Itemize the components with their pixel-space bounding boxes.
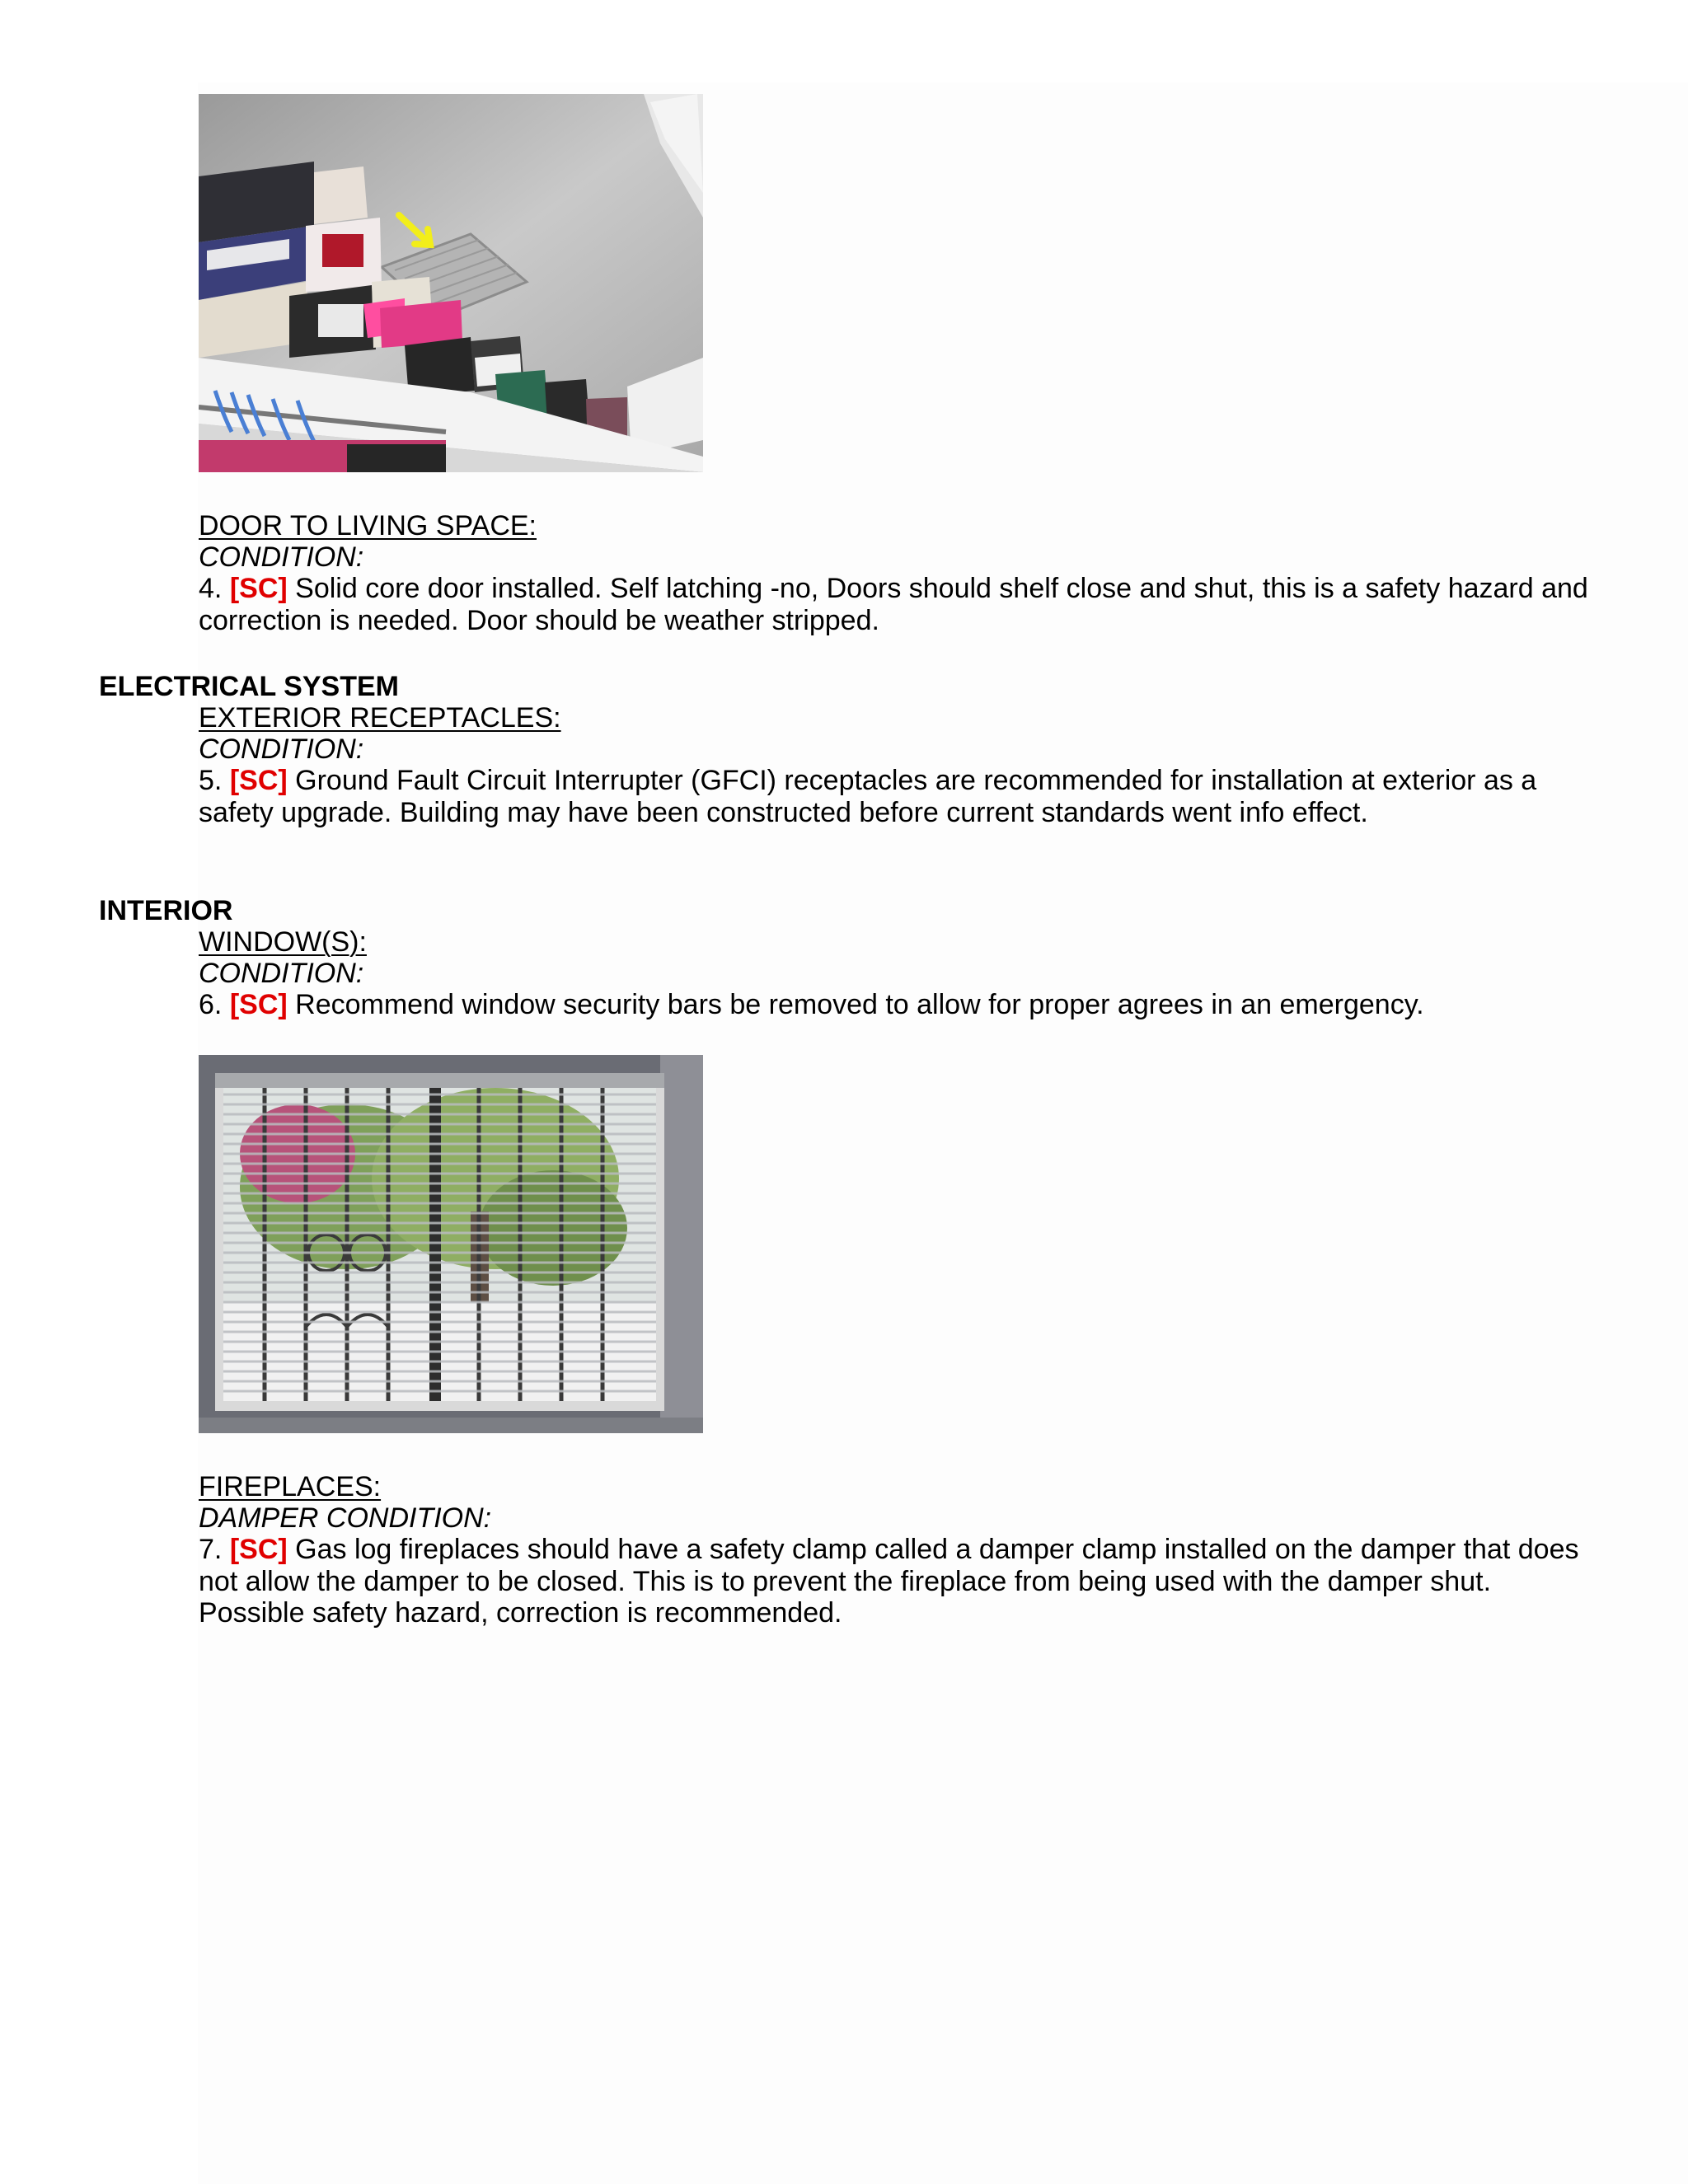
- window-security-bars-photo: [199, 1055, 703, 1433]
- electrical-system-heading: ELECTRICAL SYSTEM: [99, 671, 399, 702]
- item-6: [199, 989, 1600, 1021]
- safety-concern-tag: [SC]: [229, 1534, 288, 1565]
- exterior-receptacles-heading: EXTERIOR RECEPTACLES:: [199, 702, 561, 733]
- item-text: Solid core door installed. Self latching -no, Doors should shelf close and shut, this is a safety hazard and correction is needed. Door should be weather stripped.: [199, 573, 1588, 636]
- damper-condition-label: DAMPER CONDITION:: [199, 1502, 492, 1534]
- fireplaces-heading: FIREPLACES:: [199, 1471, 382, 1502]
- item-5: [199, 765, 1600, 828]
- item-number: 4.: [199, 573, 223, 604]
- item-text: Ground Fault Circuit Interrupter (GFCI) receptacles are recommended for installation at exterior as a safety upgrade. Building may have been constructed before current standards went info effect.: [199, 765, 1537, 828]
- item-7: [199, 1534, 1600, 1629]
- closet-ceiling-vent-photo: [199, 94, 703, 472]
- item-text: Recommend window security bars be removed to allow for proper agrees in an emergency.: [295, 989, 1424, 1020]
- receptacles-condition-label: CONDITION:: [199, 733, 364, 765]
- item-text: Gas log fireplaces should have a safety clamp called a damper clamp installed on the damper that does not allow the damper to be closed. This is to prevent the fireplace from being used with the damper shut. Possible safety hazard, correction is recommended.: [199, 1534, 1579, 1629]
- item-number: 7.: [199, 1534, 223, 1565]
- item-number: 6.: [199, 989, 223, 1020]
- interior-heading: INTERIOR: [99, 895, 233, 926]
- windows-heading: WINDOW(S):: [199, 926, 367, 958]
- item-number: 5.: [199, 765, 223, 796]
- windows-condition-label: CONDITION:: [199, 958, 364, 989]
- safety-concern-tag: [SC]: [229, 989, 288, 1020]
- safety-concern-tag: [SC]: [229, 573, 288, 604]
- item-4: [199, 573, 1600, 636]
- safety-concern-tag: [SC]: [229, 765, 288, 796]
- door-condition-label: CONDITION:: [199, 541, 364, 573]
- door-to-living-space-heading: DOOR TO LIVING SPACE:: [199, 510, 537, 541]
